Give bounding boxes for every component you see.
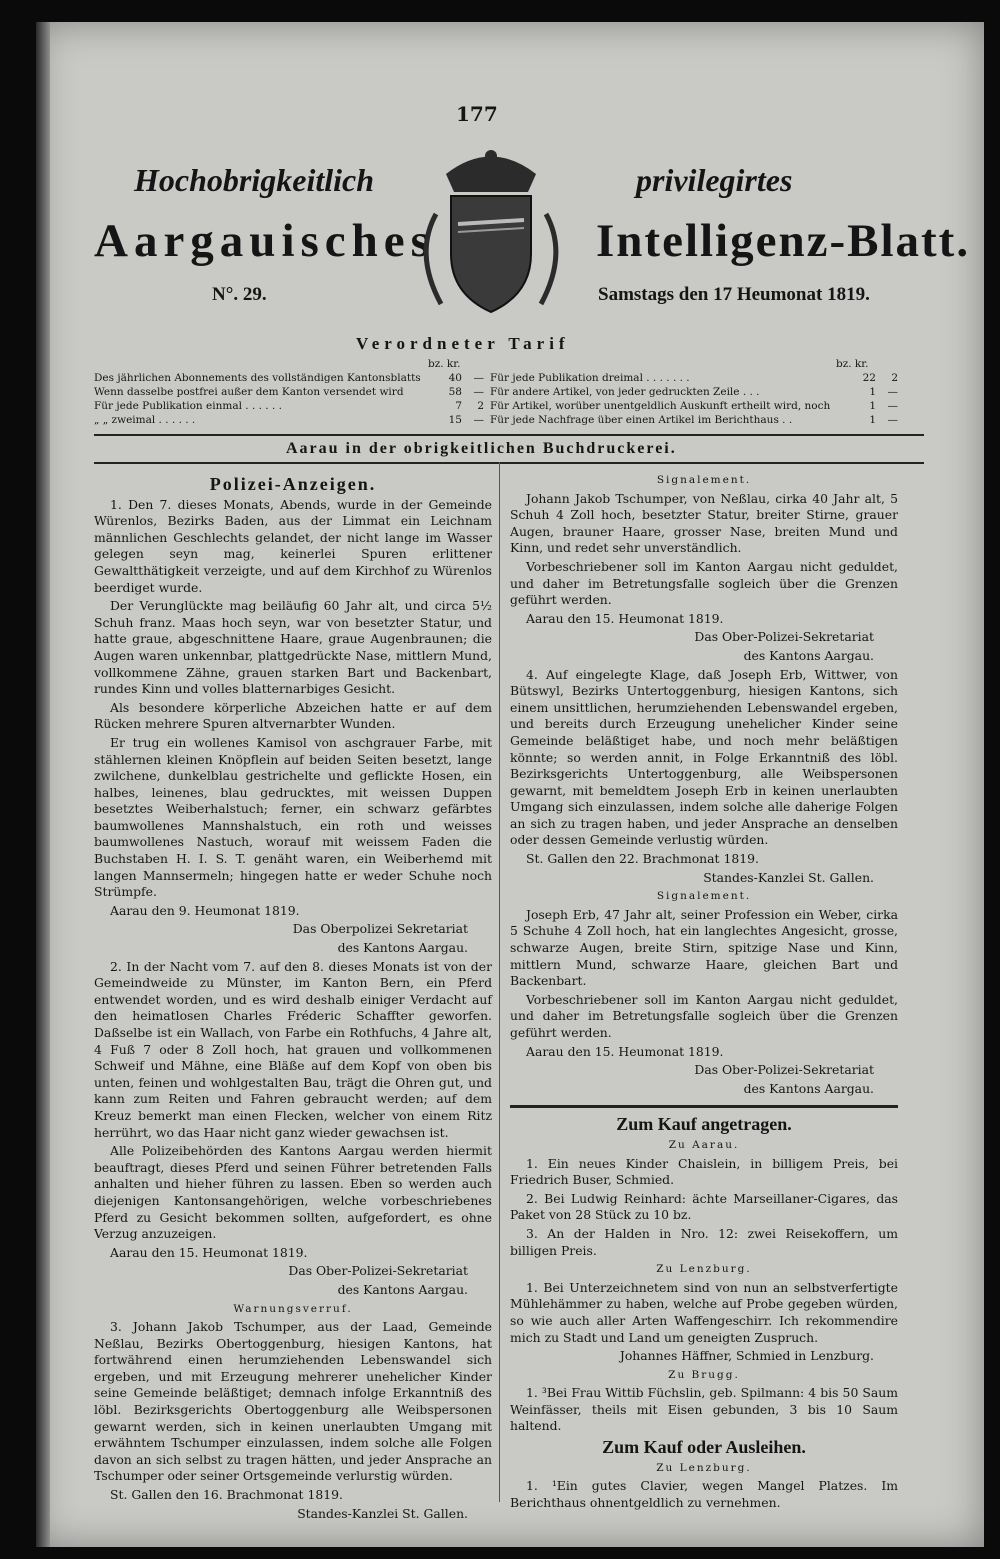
signature-line: Das Oberpolizei Sekretariat <box>292 921 468 937</box>
signature-line: Standes-Kanzlei St. Gallen. <box>297 1505 468 1521</box>
signature-line: Das Ober-Polizei-Sekretariat <box>288 1263 468 1279</box>
header-line-right: privilegirtes <box>636 162 793 198</box>
paragraph: 1. ¹Ein gutes Clavier, wegen Mangel Platzes. Im Berichthaus ohnentgeldlich zu vernehmen. <box>510 1478 898 1510</box>
tariff-row-bz: 7 <box>455 400 462 412</box>
tariff-row-text: Für andere Artikel, von jeder gedruckten Zeile . . . <box>490 386 760 398</box>
rule-top <box>94 434 924 436</box>
header-line-left: Hochobrigkeitlich <box>134 162 374 198</box>
heading: Signalement. <box>656 474 752 486</box>
paragraph: Aarau den 15. Heumonat 1819. <box>526 610 724 626</box>
tariff-row-text: „ „ zweimal . . . . . . <box>94 414 196 426</box>
heading: Zu Lenzburg. <box>656 1263 752 1276</box>
paragraph: 4. Auf eingelegte Klage, daß Joseph Erb, Wittwer, von Bütswyl, Bezirks Untertoggenburg, hiesigen Kantons, sich einem unsittlichen, herumziehenden Lebenswandel ergeben, und bereits durch Erzeugung unehelicher Kinder seine Gemeinde beläßtiget habe, und noch mehr beläßtigen könnte; so werden annit, in Folge Erkanntniß des löbl. Bezirksgerichts Untertoggenburg, alle Weibspersonen gewarnt, mit bemeldtem Joseph Erb in keinen unerlaubten Umgang sich einzulassen, indem solche alle daherige Folgen an sich zu tragen haben, und jeder Ansprache an denselben oder dessen Gemeinde verlustig würden. <box>510 666 898 848</box>
paragraph: 1. ³Bei Frau Wittib Füchslin, geb. Spilmann: 4 bis 50 Saum Weinfässer, theils mit Eisen gebunden, 3 bis 10 Saum haltend. <box>510 1385 898 1434</box>
heading: Zu Lenzburg. <box>656 1461 752 1474</box>
column-divider <box>499 462 500 1502</box>
signature-line: Das Ober-Polizei-Sekretariat <box>694 1062 874 1078</box>
tariff-row-kr: 2 <box>477 400 484 412</box>
issue-number: N°. 29. <box>212 284 267 305</box>
tariff-row-bz: 1 <box>869 386 876 398</box>
paragraph: Joseph Erb, 47 Jahr alt, seiner Profession ein Weber, cirka 5 Schuhe 4 Zoll hoch, hat ein langlechtes Angesicht, grosse, schwarze Augen, breite Stirn, spitzige Nase und Kinn, mittlern Mund, schwarze Haare, gleichen Bart und Backenbart. <box>510 906 898 989</box>
right-column <box>510 472 898 1513</box>
section-separator <box>510 1105 898 1108</box>
tariff-row-text: Für jede Publikation einmal . . . . . . <box>94 400 282 412</box>
tariff-row-text: Wenn dasselbe postfrei außer dem Kanton versendet wird <box>94 386 404 398</box>
signature-line: des Kantons Aargau. <box>743 647 874 663</box>
heading: Zu Aarau. <box>668 1138 740 1151</box>
imprint: Aarau in der obrigkeitlichen Buchdruckerei. <box>286 440 677 457</box>
tariff-title: Verordneter Tarif <box>356 334 570 353</box>
masthead-title-right: Intelligenz-Blatt. <box>596 215 971 267</box>
heading: Zu Brugg. <box>668 1368 740 1381</box>
tariff-row-bz: 22 <box>862 372 876 384</box>
signature-line: Johannes Häffner, Schmied in Lenzburg. <box>619 1348 874 1364</box>
paragraph: St. Gallen den 16. Brachmonat 1819. <box>110 1487 343 1503</box>
paragraph: 3. Johann Jakob Tschumper, aus der Laad, Gemeinde Neßlau, Bezirks Obertoggenburg, hiesigen Kantons, hat fortwährend einen herumziehenden Lebenswandel sich ergeben, und mit Erzeugung mehrerer unehelicher Kinder seine Gemeinde beläßtiget; demnach infolge Erkanntniß des löbl. Bezirksgerichts Obertoggenburg alle Weibspersonen gewarnt werden, sich in keinen unerlaubten Umgang mit erwähntem Tschumper einzulassen, indem solche alle Folgen davon an sich selbst zu tragen hätten, und jeder Ansprache an Tschumper oder seiner Ortsgemeinde verlurstig würden. <box>94 1319 492 1484</box>
signature-line: des Kantons Aargau. <box>337 1281 468 1297</box>
heading: Warnungsverruf. <box>233 1302 353 1315</box>
tariff-row <box>490 400 898 414</box>
tariff-row-kr: 2 <box>891 372 898 384</box>
tariff-row <box>94 372 484 386</box>
signature-line: Standes-Kanzlei St. Gallen. <box>703 869 874 885</box>
paragraph: 1. Den 7. dieses Monats, Abends, wurde in der Gemeinde Würenlos, Bezirks Baden, aus der Limmat ein Leichnam männlichen Geschlechts gelandet, der nicht lange im Wasser gelegen seyn mag, keinerlei Spuren erlittener Gewaltthätigkeit verzeigte, und auf dem Kirchhof zu Würenlos beerdiget wurde. <box>94 496 492 595</box>
tariff-row <box>490 386 898 400</box>
heading: Zum Kauf angetragen. <box>616 1114 792 1135</box>
tariff-row-kr: — <box>473 414 484 426</box>
signature-line: des Kantons Aargau. <box>743 1080 874 1096</box>
tariff-unit-right: bz. kr. <box>836 358 869 370</box>
left-column <box>94 472 492 1524</box>
paragraph: Aarau den 9. Heumonat 1819. <box>110 902 300 918</box>
page-spine <box>36 22 50 1547</box>
tariff-row-kr: — <box>887 386 898 398</box>
issue-date: Samstags den 17 Heumonat 1819. <box>598 284 870 305</box>
tariff-row-bz: 58 <box>448 386 462 398</box>
paragraph: Er trug ein wollenes Kamisol von aschgrauer Farbe, mit stählernen kleinen Knöpflein auf beiden Seiten besetzt, lange zwilchene, dunkelblau gestrichelte und geflickte Hosen, ein halbes, leinenes, blau gedrucktes, mit weissen Duppen besetztes Weiberhalstuch; ferner, ein schwarz gefärbtes baumwollenes Mannshalstuch, ein roth und weisses baumwollenes Nastuch, worauf mit weissem Faden die Buchstaben H. I. S. T. genäht waren, ein Weiberhemd mit langen Mannsermeln; hingegen hatte er weder Schuhe noch Strümpfe. <box>94 734 492 900</box>
masthead-title-left: Aargauisches <box>94 215 435 267</box>
tariff-row-text: Für Artikel, worüber unentgeldlich Auskunft ertheilt wird, noch <box>490 400 831 412</box>
tariff-row-text: Des jährlichen Abonnements des vollständigen Kantonsblatts <box>94 372 421 384</box>
paragraph: 1. Ein neues Kinder Chaislein, in billigem Preis, bei Friedrich Buser, Schmied. <box>510 1155 898 1188</box>
paragraph: 2. In der Nacht vom 7. auf den 8. dieses Monats ist von der Gemeindweide zu Münster, im Kanton Bern, ein Pferd entwendet worden, und es wird deshalb einiger Verdacht auf den heimatlosen Charles Fréderic Schaffter geworfen. Daßselbe ist ein Wallach, von Farbe ein Rothfuchs, 4 Jahre alt, 4 Fuß 7 oder 8 Zoll hoch, hat grauen und vollkommenen Schweif und Mähne, eine Bläße auf dem Kopf von oben bis unten, feinen und wohlgestalten Bau, trägt die Ohren gut, und kann zum Reiten und Fahren gebraucht werden; auf dem Kreuz bemerkt man einen Flecken, welcher von einem Ritz herrührt, wo das Haar nicht ganz wieder gewachsen ist. <box>94 958 492 1140</box>
tariff-row-kr: — <box>887 400 898 412</box>
coat-of-arms-icon <box>396 134 586 324</box>
paragraph: Vorbeschriebener soll im Kanton Aargau nicht geduldet, und daher im Betretungsfalle sogleich über die Grenzen geführt werden. <box>510 991 898 1040</box>
tariff-row-text: Für jede Publikation dreimal . . . . . . . <box>490 372 690 384</box>
heading: Signalement. <box>656 890 752 903</box>
tariff-row-kr: — <box>473 372 484 384</box>
tariff-unit-left: bz. kr. <box>428 358 461 370</box>
tariff-left-table <box>94 372 484 428</box>
paragraph: Aarau den 15. Heumonat 1819. <box>110 1244 308 1260</box>
signature-line: des Kantons Aargau. <box>337 940 468 956</box>
tariff-row <box>490 372 898 386</box>
paragraph: 2. Bei Ludwig Reinhard: ächte Marseillaner-Cigares, das Paket von 28 Stück zu 10 bz. <box>510 1190 898 1223</box>
signature-line: Das Ober-Polizei-Sekretariat <box>694 629 874 645</box>
paragraph: 1. Bei Unterzeichnetem sind von nun an selbstverfertigte Mühlehämmer zu haben, welche auf Probe gegeben würden, so wie auch aller Arten Waffengeschirr. Ich rekommendire mich zu Stadt und Land um geneigten Zuspruch. <box>510 1279 898 1345</box>
tariff-row <box>490 414 898 428</box>
tariff-row <box>94 400 484 414</box>
paragraph: St. Gallen den 22. Brachmonat 1819. <box>526 851 759 867</box>
tariff-row-bz: 1 <box>869 414 876 426</box>
paragraph: Aarau den 15. Heumonat 1819. <box>526 1043 724 1059</box>
tariff-row-bz: 40 <box>448 372 462 384</box>
rule-bottom <box>94 462 924 464</box>
tariff-row-bz: 15 <box>448 414 462 426</box>
paragraph: Alle Polizeibehörden des Kantons Aargau werden hiermit beauftragt, dieses Pferd und seinen Führer betretenden Falls anhalten und hieher führen zu lassen. Eben so werden auch diejenigen Kantonsangehörigen, welche vorbeschriebenes Pferd zu Gesicht bekommen sollten, aufgefordert, es ohne Verzug anzuzeigen. <box>94 1143 492 1242</box>
tariff-row-kr: — <box>887 414 898 426</box>
paragraph: 3. An der Halden in Nro. 12: zwei Reisekoffern, um billigen Preis. <box>510 1225 898 1258</box>
page-number: 177 <box>456 102 498 126</box>
paragraph: Johann Jakob Tschumper, von Neßlau, cirka 40 Jahr alt, 5 Schuh 4 Zoll hoch, besetzter Statur, breiter Stirne, grauer Augen, brauner Haare, grosser Nase, breiten Mund und Kinn, und redet sehr unverständlich. <box>510 490 898 556</box>
paragraph: Vorbeschriebener soll im Kanton Aargau nicht geduldet, und daher im Betretungsfalle sogleich über die Grenzen geführt werden. <box>510 558 898 608</box>
tariff-row-bz: 1 <box>869 400 876 412</box>
tariff-row <box>94 414 484 428</box>
tariff-row <box>94 386 484 400</box>
tariff-row-kr: — <box>473 386 484 398</box>
newspaper-page <box>36 22 984 1547</box>
tariff-right-table <box>490 372 898 428</box>
paragraph: Als besondere körperliche Abzeichen hatte er auf dem Rücken mehrere Spuren altvernarbter Wunden. <box>94 699 492 732</box>
heading: Polizei-Anzeigen. <box>209 474 377 494</box>
paragraph: Der Verunglückte mag beiläufig 60 Jahr alt, und circa 5½ Schuh franz. Maas hoch seyn, war von besetzter Statur, und hatte graue, abgeschnittene Haare, graue Augenbraunen; die Augen waren unkennbar, plattgedrückte Nase, mittlern Mund, vollkommene Zähne, grauen starken Bart und Backenbart, rundes Kinn und volles blatternarbiges Gesicht. <box>94 598 492 697</box>
heading: Zum Kauf oder Ausleihen. <box>602 1437 806 1458</box>
tariff-row-text: Für jede Nachfrage über einen Artikel im Berichthaus . . <box>490 414 793 426</box>
